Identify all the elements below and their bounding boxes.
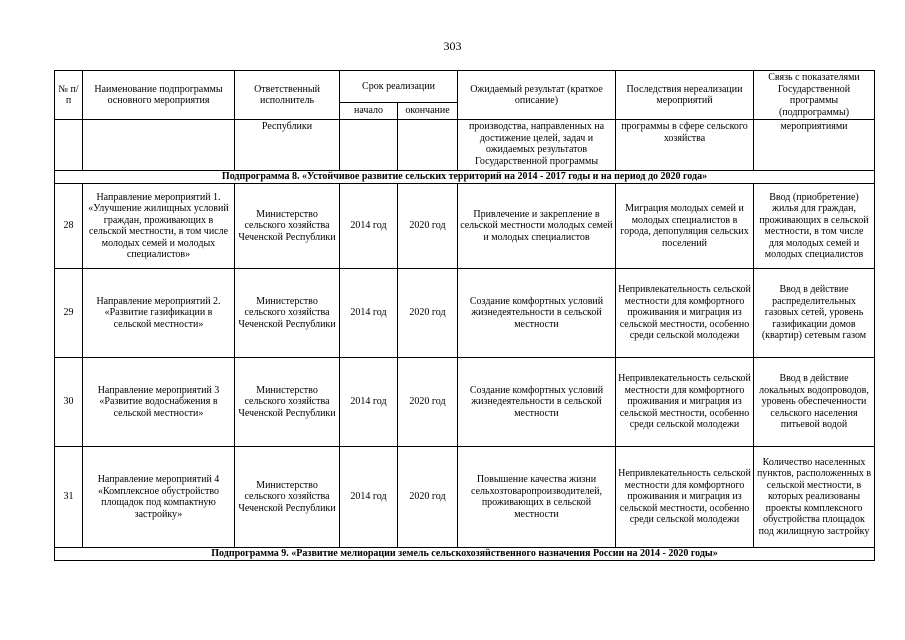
cell-result: Создание комфортных условий жизнедеятельности в сельской местности [458,358,616,447]
cell-num: 30 [55,358,83,447]
cell-executor: Министерство сельского хозяйства Чеченской Республики [235,447,340,548]
cell-num: 31 [55,447,83,548]
cell-link: Ввод в действие локальных водопроводов, уровень обеспеченности сельского населения питьевой водой [754,358,875,447]
cell-end: 2020 год [398,358,458,447]
continuation-row [55,120,875,171]
header-start: начало [340,103,398,120]
cell-num: 29 [55,269,83,358]
cell-end: 2020 год [398,269,458,358]
cell-num [55,120,83,171]
cell-result: Привлечение и закрепление в сельской местности молодых семей и молодых специалистов [458,184,616,269]
cell-consequences: Миграция молодых семей и молодых специалистов в города, депопуляция сельских поселений [616,184,754,269]
cell-result: Создание комфортных условий жизнедеятельности в сельской местности [458,269,616,358]
header-row [55,71,875,103]
header-name: Наименование подпрограммы основного мероприятия [83,71,235,120]
page-number: 303 [443,39,462,53]
subprogram-row [55,171,875,184]
table-row [55,269,875,358]
cell-consequences: Непривлекательность сельской местности для комфортного проживания и миграция из сельской местности, особенно среди сельской молодежи [616,269,754,358]
subprogram-9-title: Подпрограмма 9. «Развитие мелиорации земель сельскохозяйственного назначения России на 2014 - 2020 годы» [55,548,875,561]
cell-consequences: программы в сфере сельского хозяйства [616,120,754,171]
table-row [55,447,875,548]
cell-name: Направление мероприятий 2. «Развитие газификации в сельской местности» [83,269,235,358]
header-link: Связь с показателями Государственной программы (подпрограммы) [754,71,875,120]
cell-result: производства, направленных на достижение целей, задач и ожидаемых результатов Государственной программы [458,120,616,171]
cell-executor: Министерство сельского хозяйства Чеченской Республики [235,184,340,269]
measures-table [54,70,875,561]
cell-link: Ввод в действие распределительных газовых сетей, уровень газификации домов (квартир) сетевым газом [754,269,875,358]
table-row [55,184,875,269]
header-num: № п/п [55,71,83,120]
cell-name: Направление мероприятий 3 «Развитие водоснабжения в сельской местности» [83,358,235,447]
cell-executor: Министерство сельского хозяйства Чеченской Республики [235,358,340,447]
cell-consequences: Непривлекательность сельской местности для комфортного проживания и миграция из сельской местности, особенно среди сельской молодежи [616,358,754,447]
table-row [55,358,875,447]
cell-name: Направление мероприятий 4 «Комплексное обустройство площадок под компактную застройку» [83,447,235,548]
cell-start: 2014 год [340,269,398,358]
header-executor: Ответственный исполнитель [235,71,340,120]
cell-num: 28 [55,184,83,269]
cell-link: Количество населенных пунктов, расположенных в сельской местности, в которых реализованы проекты комплексного обустройства площадок под жилищную застройку [754,447,875,548]
cell-end: 2020 год [398,447,458,548]
cell-start [340,120,398,171]
subprogram-8-title: Подпрограмма 8. «Устойчивое развитие сельских территорий на 2014 - 2017 годы и на период до 2020 года» [55,171,875,184]
cell-executor: Министерство сельского хозяйства Чеченской Республики [235,269,340,358]
subprogram-row [55,548,875,561]
header-end: окончание [398,103,458,120]
header-consequences: Последствия нереализации мероприятий [616,71,754,120]
cell-name: Направление мероприятий 1. «Улучшение жилищных условий граждан, проживающих в сельской местности, в том числе молодых семей и молодых специалистов» [83,184,235,269]
header-period: Срок реализации [340,71,458,103]
cell-start: 2014 год [340,447,398,548]
cell-link: мероприятиями [754,120,875,171]
cell-name [83,120,235,171]
header-result: Ожидаемый результат (краткое описание) [458,71,616,120]
cell-end: 2020 год [398,184,458,269]
cell-start: 2014 год [340,184,398,269]
cell-start: 2014 год [340,358,398,447]
cell-end [398,120,458,171]
cell-consequences: Непривлекательность сельской местности для комфортного проживания и миграция из сельской местности, особенно среди сельской молодежи [616,447,754,548]
cell-link: Ввод (приобретение) жилья для граждан, проживающих в сельской местности, в том числе для молодых семей и молодых специалистов [754,184,875,269]
cell-executor: Республики [235,120,340,171]
cell-result: Повышение качества жизни сельхозтоваропроизводителей, проживающих в сельской местности [458,447,616,548]
